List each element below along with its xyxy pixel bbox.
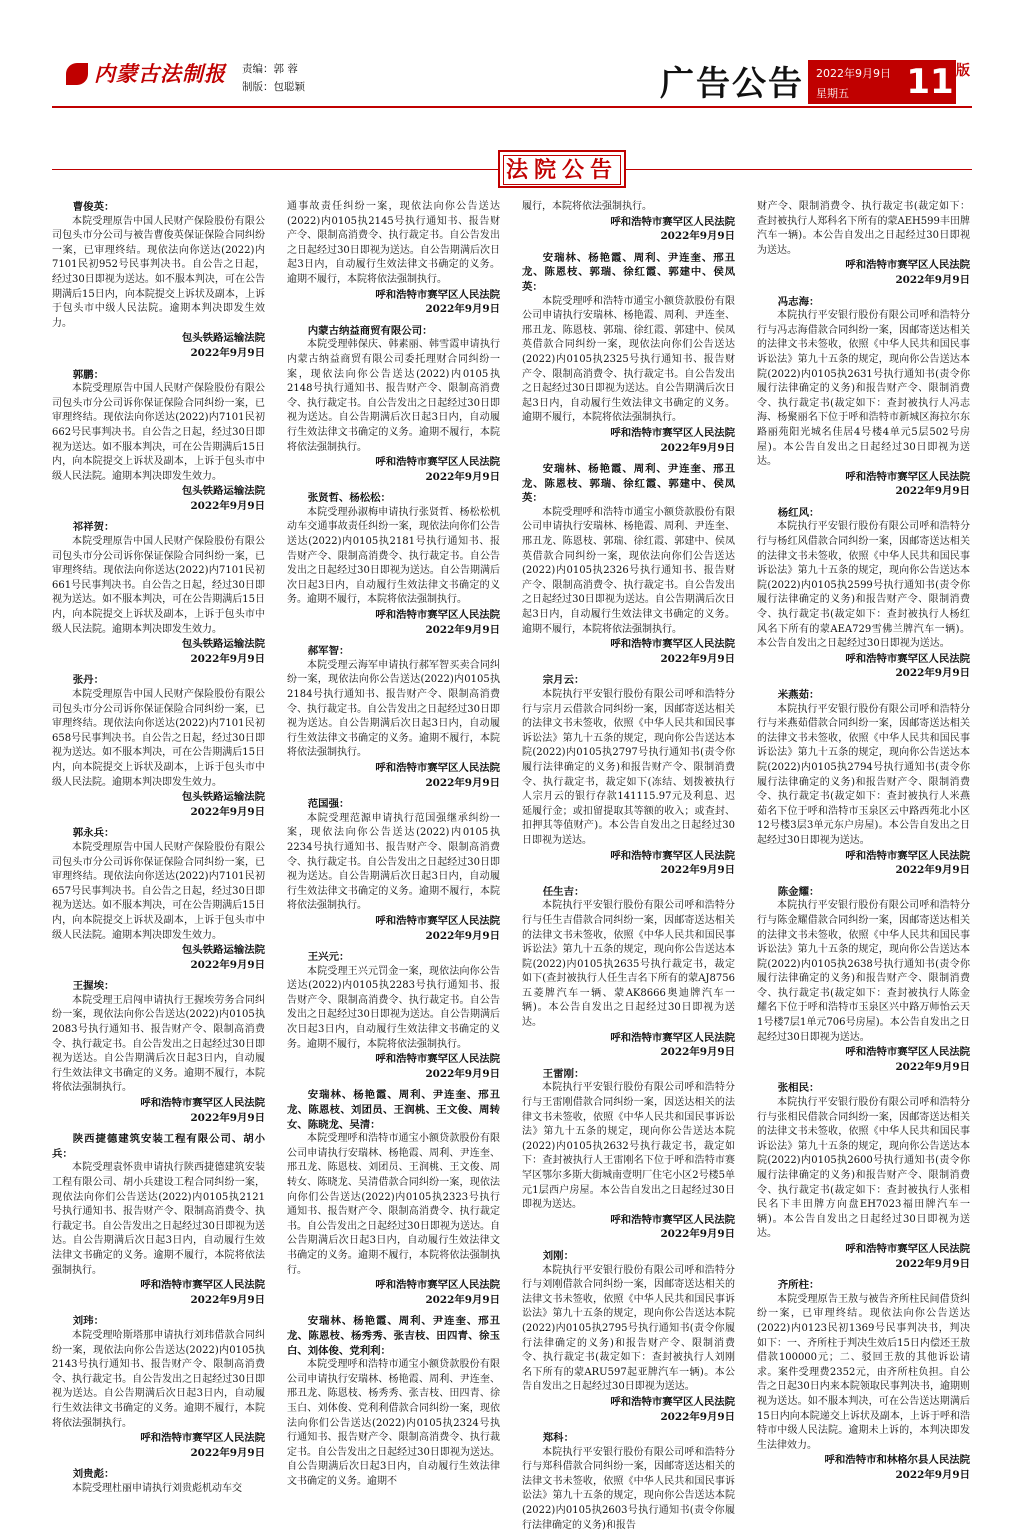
notice-continued-text: 财产令、限制消费令、执行裁定书(裁定如下：查封被执行人郑科名下所有的蒙AEH599丰田牌汽车一辆)。本公告自发出之日起经过30日即视为送达。 (757, 201, 970, 256)
notice-court: 呼和浩特市赛罕区人民法院 (610, 849, 735, 862)
notice-date: 2022年9月9日 (425, 470, 500, 483)
notice-date: 2022年9月9日 (425, 303, 500, 316)
notice-addressee: 郑科： (542, 1432, 574, 1445)
court-notice (522, 885, 735, 1060)
notice-court: 呼和浩特市赛罕区人民法院 (375, 609, 500, 622)
notice-body: 本院受理原告中国人民财产保险股份有限公司包头市分公司诉你保证保险合同纠纷一案，已审理终结。现依法向你送达(2022)内7101民初662号民事判决书。自公告之日起，经过30日即视为送达。如不服本判决，可在公告期满后15日内，向本院提交上诉状及副本，上诉于包头市中级人民法院。逾期本判决即发生效力。 (52, 383, 265, 482)
notice-court: 呼和浩特市赛罕区人民法院 (140, 1432, 265, 1445)
notice-date: 2022年9月9日 (660, 230, 735, 243)
court-notice (522, 673, 735, 877)
notice-addressee: 张贤哲、杨松松： (307, 492, 391, 505)
court-notice (522, 1431, 735, 1533)
notice-addressee: 陈金耀： (777, 885, 820, 898)
notice-addressee: 刘刚： (542, 1249, 574, 1262)
notice-body: 本院受理呼和浩特市通宝小额贷款股份有限公司申请执行安瑞林、杨艳霞、周利、尹连奎、邢丑龙、陈恩枝、郭瑞、徐红霞、郭建中、侯凤英借款合同纠纷一案，现依法向你们公告送达(2022)内0105执2326号执行通知书、报告财产令、限制高消费令、执行裁定书。自公告发出之日起经过30日即视为送达。自公告期满后次日起3日内，自动履行生效法律文书确定的义务。逾期不履行，本院将依法强制执行。 (522, 506, 735, 635)
section-title: 广告公告 (660, 64, 804, 104)
notice-body: 本院执行平安银行股份有限公司呼和浩特分行与张相民借款合同纠纷一案，因邮寄送达相关的法律文书未签收，依照《中华人民共和国民事诉讼法》第九十五条的规定，现向你公告送达本院(2022)内0105执2600号执行通知书(责令你履行法律确定的义务)和报告财产令、限制消费令、执行裁定书(裁定如下：查封被执行人张相民名下丰田牌方向盘EH7023福田牌汽车一辆)。本公告自发出之日起经过30日即视为送达。 (757, 1097, 970, 1240)
notice-body: 本院执行平安银行股份有限公司呼和浩特分行与王雷刚借款合同纠纷一案，因送达相关的法律文书未签收，依照《中华人民共和国民事诉讼法》第九十五条的规定，现向你公告送达本院(2022)内0105执2632号执行裁定书，裁定如下：查封被执行人王雷刚名下位于呼和浩特市赛罕区鄂尔多斯大街城南壹明厂住宅小区2号楼5单元1层西户房屋。本公告自发出之日起经过30日即视为送达。 (522, 1082, 735, 1211)
notice-body: 本院受理原告中国人民财产保险股份有限公司包头市分公司与被告曹俊英保证保险合同纠纷一案，已审理终结。现依法向你送达(2022)内7101民初952号民事判决书。自公告之日起，经过30日即视为送达。如不服本判决，可在公告期满后15日内，向本院提交上诉状及副本，上诉于包头市中级人民法院。逾期本判决即发生效力。 (52, 215, 265, 329)
notice-date: 2022年9月9日 (660, 1046, 735, 1059)
notice-column (522, 200, 735, 1531)
banner-box (498, 150, 626, 188)
court-notice (757, 1278, 970, 1482)
court-notice (287, 950, 500, 1081)
issue-weekday: 星期五 (816, 87, 849, 100)
notice-court: 呼和浩特市赛罕区人民法院 (845, 1046, 970, 1059)
court-notice (757, 200, 970, 288)
notice-court: 呼和浩特市赛罕区人民法院 (375, 1279, 500, 1292)
notice-body: 本院受理呼和浩特市通宝小额贷款股份有限公司申请执行安瑞林、杨艳霞、周利、尹连奎、邢丑龙、陈恩枝、杨秀秀、张吉枝、田四青、徐玉白、刘体俊、党利利借款合同纠纷一案，现依法向你们公告送达(2022)内0105执2324号执行通知书、报告财产令、限制高消费令、执行裁定书。自公告发出之日起经过30日即视为送达。自公告期满后次日起3日内，自动履行生效法律文书确定的义务。逾期不 (287, 1359, 500, 1487)
notice-columns (52, 200, 972, 1531)
notice-addressee: 宗月云： (542, 674, 585, 687)
court-notice (522, 200, 735, 244)
court-notice (52, 200, 265, 361)
notice-addressee: 刘贵彪： (72, 1468, 115, 1481)
banner-title: 法院公告 (503, 155, 621, 185)
notice-body: 本院执行平安银行股份有限公司呼和浩特分行与郑科借款合同纠纷一案，因邮寄送达相关的法律文书未签收，依照《中华人民共和国民事诉讼法》第九十五条的规定，现向你公告送达本院(2022)内0105执2603号执行通知书(责令你履行法律确定的义务)和报告 (522, 1446, 735, 1531)
notice-court: 呼和浩特市赛罕区人民法院 (610, 215, 735, 228)
notice-addressee: 冯志海： (777, 295, 820, 308)
page-ban-label: 版 (956, 63, 970, 79)
notice-date: 2022年9月9日 (895, 864, 970, 877)
notice-addressee: 郭永兵： (72, 827, 115, 840)
notice-addressee: 曹俊英： (72, 201, 115, 213)
notice-court: 呼和浩特市赛罕区人民法院 (610, 1031, 735, 1044)
notice-body: 本院受理呼和浩特市通宝小额贷款股份有限公司申请执行安瑞林、杨艳霞、周利、尹连奎、邢丑龙、陈恩枝、刘团员、王润桃、王文俊、周转女、陈晓龙、吴清借款合同纠纷一案，现依法向你们公告送达(2022)内0105执2323号执行通知书、报告财产令、限制高消费令、执行裁定书。自公告发出之日起经过30日即视为送达。自公告期满后次日起3日内，自动履行生效法律文书确定的义务。逾期不履行，本院将依法强制执行。 (287, 1133, 500, 1276)
notice-addressee: 内蒙古纳益商贸有限公司： (307, 324, 433, 337)
notice-court: 呼和浩特市赛罕区人民法院 (845, 849, 970, 862)
notice-date: 2022年9月9日 (895, 1257, 970, 1270)
court-notice (522, 1249, 735, 1424)
court-notice (287, 644, 500, 790)
notice-date: 2022年9月9日 (660, 652, 735, 665)
notice-date: 2022年9月9日 (425, 776, 500, 789)
notice-date: 2022年9月9日 (895, 485, 970, 498)
notice-court: 呼和浩特市赛罕区人民法院 (375, 288, 500, 301)
notice-body: 本院受理杜丽申请执行刘贵彪机动车交 (72, 1482, 242, 1494)
notice-addressee: 郝军智： (307, 645, 350, 658)
court-notice (757, 506, 970, 681)
notice-addressee: 杨红风： (777, 506, 820, 519)
notice-body: 本院执行平安银行股份有限公司呼和浩特分行与杨红风借款合同纠纷一案，因邮寄送达相关的法律文书未签收，依照《中华人民共和国民事诉讼法》第九十五条的规定，现向你公告送达本院(2022)内0105执2599号执行通知书(责令你履行法律确定的义务)和报告财产令、限制消费令、执行裁定书(裁定如下：查封被执行人杨红风名下所有的蒙AEA729雪佛兰牌汽车一辆)。本公告自发出之日起经过30日即视为送达。 (757, 521, 970, 650)
notice-date: 2022年9月9日 (660, 1410, 735, 1423)
logo-emblem-icon (66, 63, 88, 85)
court-notice (522, 1067, 735, 1242)
notice-court: 呼和浩特市赛罕区人民法院 (610, 1395, 735, 1408)
notice-date: 2022年9月9日 (660, 1228, 735, 1241)
issue-date-box (808, 60, 904, 104)
notice-court: 呼和浩特市赛罕区人民法院 (140, 1097, 265, 1110)
notice-column (757, 200, 970, 1484)
notice-body: 本院受理原告中国人民财产保险股份有限公司包头市分公司诉你保证保险合同纠纷一案，已审理终结。现依法向你送达(2022)内7101民初657号民事判决书。自公告之日起，经过30日即视为送达。如不服本判决，可在公告期满后15日内，向本院提交上诉状及副本，上诉于包头市中级人民法院。逾期本判决即发生效力。 (52, 841, 265, 941)
notice-addressee: 范国强： (307, 798, 350, 811)
notice-body: 本院受理孙淑梅申请执行张贤哲、杨松松机动车交通事故责任纠纷一案，现依法向你们公告送达(2022)内0105执2181号执行通知书、报告财产令、限制高消费令、执行裁定书。自公告发出之日起经过30日即视为送达。自公告期满后次日起3日内，自动履行生效法律文书确定的义务。逾期不履行，本院将依法强制执行。 (287, 506, 500, 606)
notice-date: 2022年9月9日 (190, 652, 265, 665)
notice-date: 2022年9月9日 (190, 1111, 265, 1124)
notice-column (287, 200, 500, 1487)
notice-date: 2022年9月9日 (660, 441, 735, 454)
notice-date: 2022年9月9日 (190, 805, 265, 818)
notice-body: 本院受理云海军申请执行郝军智买卖合同纠纷一案，现依法向你公告送达(2022)内0105执2184号执行通知书、报告财产令、限制高消费令、执行裁定书。自公告发出之日起经过30日即视为送达。自公告期满后次日起3日内，自动履行生效法律文书确定的义务。逾期不履行，本院将依法强制执行。 (287, 659, 500, 759)
notice-court: 包头铁路运输法院 (181, 791, 265, 804)
court-notice (522, 251, 735, 455)
notice-date: 2022年9月9日 (190, 499, 265, 512)
notice-body: 本院执行平安银行股份有限公司呼和浩特分行与任生吉借款合同纠纷一案，因邮寄送达相关的法律文书未签收，依照《中华人民共和国民事诉讼法》第九十五条的规定，现向你公告送达本院(2022)内0105执2635号执行裁定书，裁定如下(查封被执行人任生吉名下所有的蒙AJ8756五菱牌汽车一辆、蒙AK8666奥迪牌汽车一辆)。本公告自发出之日起经过30日即视为送达。 (522, 900, 735, 1029)
notice-addressee: 王雷刚： (542, 1067, 585, 1080)
notice-addressee: 任生吉： (542, 885, 585, 898)
notice-body: 本院受理范源申请执行范国强继承纠纷一案，现依法向你公告送达(2022)内0105执2234号执行通知书、报告财产令、限制高消费令、执行裁定书。自公告发出之日起经过30日即视为送达。自公告期满后次日起3日内，自动履行生效法律文书确定的义务。逾期不履行，本院将依法强制执行。 (287, 812, 500, 912)
issue-date: 2022年9月9日 (816, 67, 891, 80)
newspaper-name: 内蒙古法制报 (94, 62, 226, 86)
court-notice (52, 979, 265, 1125)
notice-court: 呼和浩特市赛罕区人民法院 (375, 456, 500, 469)
notice-date: 2022年9月9日 (190, 1293, 265, 1306)
notice-date: 2022年9月9日 (895, 1060, 970, 1073)
notice-addressee: 齐所柱： (777, 1279, 820, 1292)
notice-date: 2022年9月9日 (190, 1446, 265, 1459)
court-notice (522, 462, 735, 666)
notice-date: 2022年9月9日 (895, 1468, 970, 1481)
court-notice-banner (52, 150, 972, 190)
notice-addressee: 王握埃： (72, 980, 115, 993)
notice-addressee: 张相民： (777, 1082, 820, 1095)
notice-continued-text: 通事故责任纠纷一案，现依法向你公告送达(2022)内0105执2145号执行通知书、报告财产令、限制高消费令、执行裁定书。自公告发出之日起经过30日即视为送达。自公告期满后次日起3日内，自动履行生效法律文书确定的义务。逾期不履行，本院将依法强制执行。 (287, 201, 500, 285)
notice-addressee: 安瑞林、杨艳霞、周利、尹连奎、邢丑龙、陈恩枝、郭瑞、徐红霞、郭建中、侯凤英： (522, 463, 735, 505)
court-notice (287, 797, 500, 943)
notice-court: 包头铁路运输法院 (181, 638, 265, 651)
page-number: 11 (904, 60, 956, 104)
notice-court: 呼和浩特市赛罕区人民法院 (845, 1242, 970, 1255)
notice-court: 呼和浩特市赛罕区人民法院 (375, 761, 500, 774)
notice-addressee: 郭鹏： (72, 368, 104, 381)
notice-body: 本院受理原告中国人民财产保险股份有限公司包头市分公司诉你保证保险合同纠纷一案，已审理终结。现依法向你送达(2022)内7101民初661号民事判决书。自公告之日起，经过30日即视为送达。如不服本判决，可在公告期满后15日内，向本院提交上诉状及副本，上诉于包头市中级人民法院。逾期本判决即发生效力。 (52, 536, 265, 635)
notice-addressee: 王兴元： (307, 951, 350, 964)
notice-body: 本院执行平安银行股份有限公司呼和浩特分行与米燕茹借款合同纠纷一案，因邮寄送达相关的法律文书未签收，依照《中华人民共和国民事诉讼法》第九十五条的规定，现向你公告送达本院(2022)内0105执2794号执行通知书(责令你履行法律确定的义务)和报告财产令、限制消费令、执行裁定书(裁定如下：查封被执行人米燕茹名下位于呼和浩特市玉泉区云中路西苑北小区12号楼3层3单元东户房屋)。本公告自发出之日起经过30日即视为送达。 (757, 703, 970, 846)
court-notice (757, 885, 970, 1075)
notice-court: 呼和浩特市赛罕区人民法院 (610, 638, 735, 651)
notice-column (52, 200, 265, 1494)
court-notice (52, 1132, 265, 1307)
editor-line: 责编：郭 蓉 (242, 63, 298, 75)
notice-body: 本院受理原告中国人民财产保险股份有限公司包头市分公司诉你保证保险合同纠纷一案，已审理终结。现依法向你送达(2022)内7101民初658号民事判决书。自公告之日起，经过30日即视为送达。如不服本判决，可在公告期满后15日内，向本院提交上诉状及副本，上诉于包头市中级人民法院。逾期本判决即发生效力。 (52, 689, 265, 788)
notice-body: 本院受理王兴元罚金一案，现依法向你公告送达(2022)内0105执2283号执行通知书、报告财产令、限制高消费令、执行裁定书。自公告发出之日起经过30日即视为送达。自公告期满后次日起3日内，自动履行生效法律文书确定的义务。逾期不履行，本院将依法强制执行。 (287, 965, 500, 1050)
court-notice (52, 520, 265, 666)
notice-court: 呼和浩特市赛罕区人民法院 (610, 426, 735, 439)
court-notice (287, 200, 500, 317)
notice-addressee: 安瑞林、杨艳霞、周利、尹连奎、邢丑龙、陈恩枝、杨秀秀、张吉枝、田四青、徐玉白、刘体俊、党利利： (287, 1315, 500, 1357)
notice-addressee: 张丹： (72, 674, 104, 687)
notice-body: 本院受理王启闯申请执行王握埃劳务合同纠纷一案，现依法向你公告送达(2022)内0105执2083号执行通知书、报告财产令、限制高消费令、执行裁定书。自公告发出之日起经过30日即视为送达。自公告期满后次日起3日内，自动履行生效法律文书确定的义务。逾期不履行，本院将依法强制执行。 (52, 994, 265, 1094)
notice-court: 呼和浩特市赛罕区人民法院 (845, 652, 970, 665)
notice-body: 本院执行平安银行股份有限公司呼和浩特分行与刘刚借款合同纠纷一案，因邮寄送达相关的法律文书未签收，依照《中华人民共和国民事诉讼法》第九十五条的规定，现向你公告送达本院(2022)内0105执2795号执行通知书(责令你履行法律确定的义务)和报告财产令、限制消费令、执行裁定书(裁定如下：查封被执行人刘刚名下所有的蒙ARU597起亚牌汽车一辆)。本公告自发出之日起经过30日即视为送达。 (522, 1264, 735, 1393)
notice-court: 呼和浩特市赛罕区人民法院 (140, 1279, 265, 1292)
court-notice (287, 1314, 500, 1489)
editor-credits (242, 60, 305, 96)
notice-date: 2022年9月9日 (895, 273, 970, 286)
notice-addressee: 安瑞林、杨艳霞、周利、尹连奎、邢丑龙、陈恩枝、刘团员、王润桃、王文俊、周转女、陈晓龙、吴清： (287, 1089, 500, 1131)
notice-body: 本院执行平安银行股份有限公司呼和浩特分行与宗月云借款合同纠纷一案，因邮寄送达相关的法律文书未签收，依照《中华人民共和国民事诉讼法》第九十五条的规定，现向你公告送达本院(2022)内0105执2797号执行通知书(责令你履行法律确定的义务)和报告财产令、限制消费令、执行裁定书，裁定如下(冻结、划拨被执行人宗月云的银行存款141115.97元及利息、迟延履行金；或扣留提取其等额的收入；或查封、扣押其等值财产)。本公告自发出之日起经过30日即视为送达。 (522, 689, 735, 846)
notice-addressee: 安瑞林、杨艳霞、周利、尹连奎、邢丑龙、陈恩枝、郭瑞、徐红霞、郭建中、侯凤英： (522, 251, 735, 293)
notice-addressee: 米燕茹： (777, 689, 820, 701)
header-rule (52, 106, 972, 108)
court-notice (52, 673, 265, 819)
notice-addressee: 祁祥贺： (72, 521, 115, 534)
court-notice (757, 1081, 970, 1271)
notice-date: 2022年9月9日 (190, 958, 265, 971)
court-notice (287, 491, 500, 637)
court-notice (757, 295, 970, 499)
notice-court: 呼和浩特市赛罕区人民法院 (375, 914, 500, 927)
notice-court: 呼和浩特市赛罕区人民法院 (845, 470, 970, 483)
notice-court: 包头铁路运输法院 (181, 944, 265, 957)
court-notice (52, 368, 265, 514)
notice-body: 本院受理哈斯塔那申请执行刘玮借款合同纠纷一案，现依法向你公告送达(2022)内0105执2143号执行通知书、报告财产令、限制高消费令、执行裁定书。自公告发出之日起经过30日即视为送达。自公告期满后次日起3日内，自动履行生效法律文书确定的义务。逾期不履行，本院将依法强制执行。 (52, 1329, 265, 1429)
notice-body: 本院执行平安银行股份有限公司呼和浩特分行与冯志海借款合同纠纷一案，因邮寄送达相关的法律文书未签收，依照《中华人民共和国民事诉讼法》第九十五条的规定，现向你公告送达本院(2022)内0105执2631号执行通知书(责令你履行法律确定的义务)和报告财产令、限制消费令、执行裁定书(裁定如下：查封被执行人冯志海、杨聚丽名下位于呼和浩特市新城区海拉尔东路丽苑阳光城名佳居4号楼4单元5层502号房屋)。本公告自发出之日起经过30日即视为送达。 (757, 310, 970, 468)
notice-body: 本院受理原告王敖与被告齐所柱民间借贷纠纷一案，已审理终结。现依法向你公告送达(2022)内0123民初1369号民事判决书，判决如下：一、齐所柱于判决生效后15日内偿还王敖借款100000元；二、驳回王敖的其他诉讼请求。案件受理费2352元，由齐所柱负担。自公告之日起30日内来本院领取民事判决书，逾期则视为送达。如不服本判决，可在公告送达期满后15日内向本院递交上诉状及副本，上诉于呼和浩特市中级人民法院。逾期未上诉的，本判决即发生法律效力。 (757, 1293, 970, 1451)
notice-addressee: 陕西捷德建筑安装工程有限公司、胡小兵： (52, 1133, 265, 1160)
court-notice (52, 826, 265, 972)
notice-court: 呼和浩特市赛罕区人民法院 (845, 259, 970, 272)
notice-date: 2022年9月9日 (425, 929, 500, 942)
notice-date: 2022年9月9日 (660, 864, 735, 877)
notice-date: 2022年9月9日 (190, 346, 265, 359)
producer-line: 制版：包聪颖 (242, 81, 305, 93)
notice-date: 2022年9月9日 (425, 1293, 500, 1306)
court-notice (287, 1088, 500, 1307)
notice-body: 本院受理呼和浩特市通宝小额贷款股份有限公司申请执行安瑞林、杨艳霞、周利、尹连奎、邢丑龙、陈恩枝、郭瑞、徐红霞、郭建中、侯凤英借款合同纠纷一案，现依法向你们公告送达(2022)内0105执2325号执行通知书、报告财产令、限制高消费令、执行裁定书。自公告发出之日起经过30日即视为送达。自公告期满后次日起3日内，自动履行生效法律文书确定的义务。逾期不履行，本院将依法强制执行。 (522, 295, 735, 424)
notice-date: 2022年9月9日 (425, 623, 500, 636)
notice-body: 本院受理袁怀贵申请执行陕西捷德建筑安装工程有限公司、胡小兵建设工程合同纠纷一案，现依法向你们公告送达(2022)内0105执2121号执行通知书、报告财产令、限制高消费令、执行裁定书。自公告发出之日起经过30日即视为送达。自公告期满后次日起3日内，自动履行生效法律文书确定的义务。逾期不履行，本院将依法强制执行。 (52, 1162, 265, 1276)
notice-addressee: 刘玮： (72, 1315, 104, 1328)
notice-date: 2022年9月9日 (895, 667, 970, 680)
page-header (0, 0, 1024, 108)
notice-court: 包头铁路运输法院 (181, 485, 265, 498)
court-notice (757, 688, 970, 878)
court-notice (52, 1467, 265, 1496)
newspaper-logo (66, 58, 226, 88)
notice-body: 本院受理韩保庆、韩素丽、韩雪霞申请执行内蒙古纳益商贸有限公司委托理财合同纠纷一案，现依法向你公告送达(2022)内0105执2148号执行通知书、报告财产令、限制高消费令、执行裁定书。自公告发出之日起经过30日即视为送达。自公告期满后次日起3日内，自动履行生效法律文书确定的义务。逾期不履行，本院将依法强制执行。 (287, 339, 500, 453)
court-notice (287, 324, 500, 485)
notice-continued-text: 履行，本院将依法强制执行。 (522, 201, 652, 212)
notice-court: 呼和浩特市赛罕区人民法院 (610, 1213, 735, 1226)
notice-court: 呼和浩特市和林格尔县人民法院 (824, 1454, 970, 1467)
court-notice (52, 1314, 265, 1460)
notice-date: 2022年9月9日 (425, 1067, 500, 1080)
notice-body: 本院执行平安银行股份有限公司呼和浩特分行与陈金耀借款合同纠纷一案，因邮寄送达相关的法律文书未签收，依照《中华人民共和国民事诉讼法》第九十五条的规定，现向你公告送达本院(2022)内0105执2638号执行通知书(责令你履行法律确定的义务)和报告财产令、限制消费令、执行裁定书(裁定如下：查封被执行人陈金耀名下位于呼和浩特市玉泉区兴中路万师怡云天1号楼7层1单元706号房屋)。本公告自发出之日起经过30日即视为送达。 (757, 900, 970, 1043)
notice-court: 呼和浩特市赛罕区人民法院 (375, 1053, 500, 1066)
notice-court: 包头铁路运输法院 (181, 332, 265, 345)
